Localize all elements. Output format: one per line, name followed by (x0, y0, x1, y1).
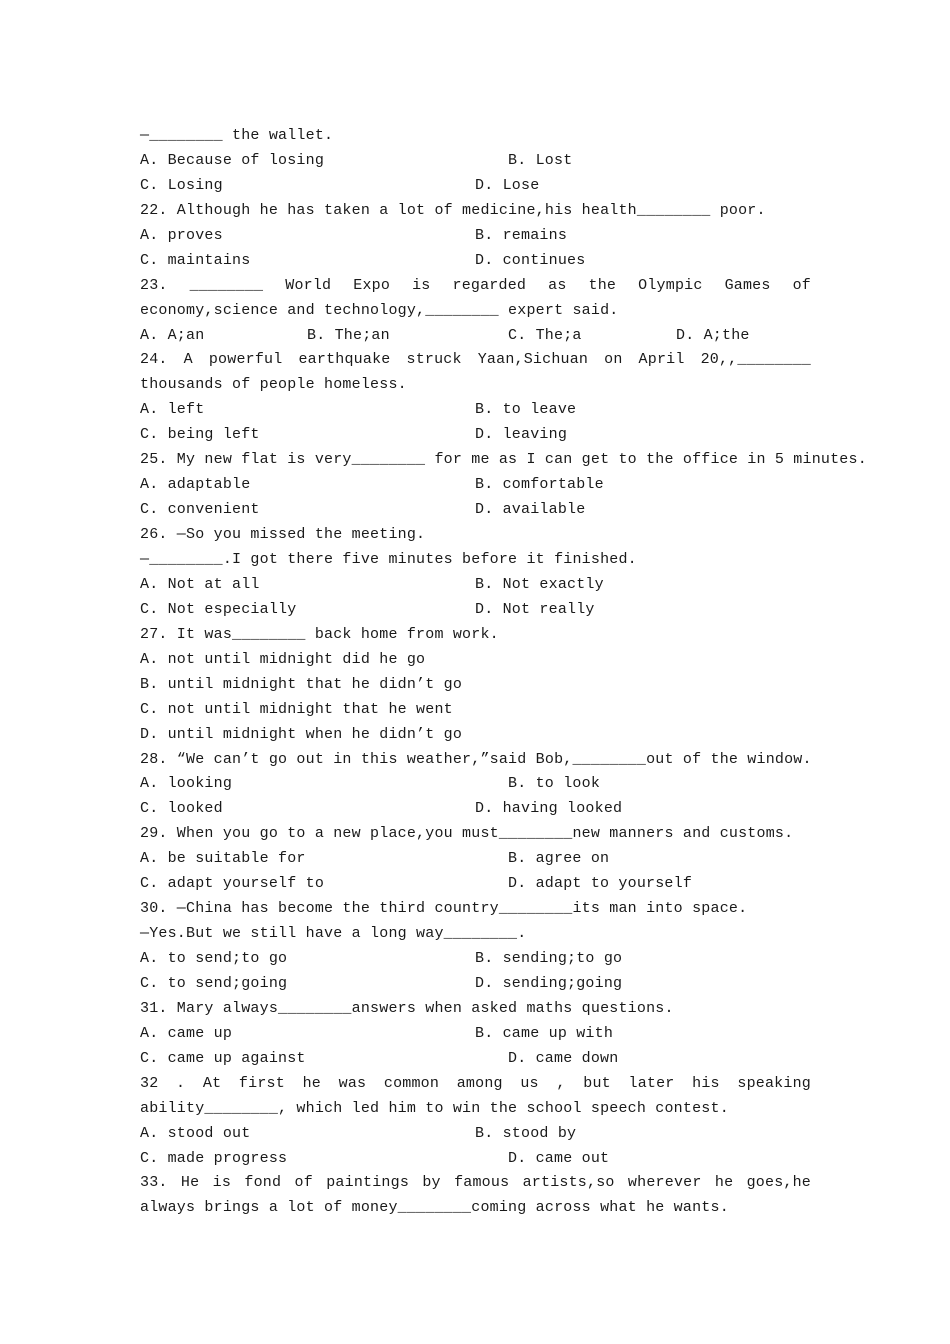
option-row (140, 174, 811, 199)
answer-option: A. looking (140, 775, 233, 793)
option-row (140, 398, 811, 423)
option-row (140, 972, 811, 997)
option-row (140, 947, 811, 972)
question-text: 28. “We can’t go out in this weather,”said Bob,________out of the window. (140, 750, 812, 768)
option-row (140, 498, 811, 523)
answer-option: D. having looked (475, 800, 623, 818)
option-row (140, 598, 811, 623)
answer-option: D. continues (475, 251, 586, 269)
answer-option: B. sending;to go (475, 950, 623, 967)
answer-option: D. Not really (475, 600, 595, 618)
answer-option: B. The;an (307, 326, 390, 344)
question-text: 24. A powerful earthquake struck Yaan,Sichuan on April 20,,________ thousands of people homeless. (140, 351, 811, 394)
option-row (140, 1147, 811, 1172)
question-text: C. not until midnight that he went (140, 700, 453, 718)
answer-option: A. Not at all (140, 575, 260, 593)
option-row (140, 772, 811, 797)
option-row (140, 149, 811, 174)
answer-option: D. adapt to yourself (508, 875, 693, 893)
answer-option: A. left (140, 401, 205, 419)
option-row (140, 473, 811, 498)
option-row (140, 1047, 811, 1072)
answer-option: A. proves (140, 226, 223, 244)
answer-option: D. came out (508, 1149, 610, 1167)
answer-option: B. to look (508, 775, 601, 793)
answer-option: C. looked (140, 800, 223, 818)
answer-option: D. sending;going (475, 974, 623, 992)
question-text: 25. My new flat is very________ for me as I can get to the office in 5 minutes. (140, 451, 867, 469)
answer-option: C. being left (140, 426, 260, 444)
question-text: 30. —China has become the third country________its man into space. (140, 900, 748, 918)
answer-option: C. adapt yourself to (140, 875, 325, 893)
question-text: D. until midnight when he didn’t go (140, 725, 463, 743)
answer-option: A. Because of losing (140, 151, 325, 169)
answer-option: D. Lose (475, 176, 540, 194)
answer-option: A. stood out (140, 1124, 251, 1142)
answer-option: C. to send;going (140, 974, 288, 992)
answer-option: A. adaptable (140, 476, 251, 494)
question-text: 33. He is fond of paintings by famous artists,so wherever he goes,he always brings a lot of money________coming across what he wants. (140, 1174, 811, 1217)
question-text: B. until midnight that he didn’t go (140, 675, 463, 693)
answer-option: C. convenient (140, 501, 260, 519)
question-text: 27. It was________ back home from work. (140, 625, 499, 643)
answer-option: A. came up (140, 1024, 233, 1042)
answer-option: C. Not especially (140, 600, 297, 618)
option-row (140, 797, 811, 822)
answer-option: C. maintains (140, 251, 251, 269)
option-row (140, 423, 811, 448)
question-text: 32 . At first he was common among us , but later his speaking ability________, which led him to win the school speech contest. (140, 1074, 811, 1117)
answer-option: B. agree on (508, 850, 610, 868)
answer-option: C. The;a (508, 326, 582, 344)
answer-option: C. made progress (140, 1149, 288, 1167)
option-row (140, 847, 811, 872)
option-row (140, 1022, 811, 1047)
answer-option: B. comfortable (475, 476, 604, 494)
question-text: 26. —So you missed the meeting. (140, 526, 426, 544)
answer-option: B. Not exactly (475, 575, 604, 593)
question-text: 22. Although he has taken a lot of medicine,his health________ poor. (140, 201, 766, 219)
answer-option: A. A;an (140, 326, 205, 344)
answer-option: D. leaving (475, 426, 568, 444)
answer-option: A. to send;to go (140, 950, 288, 967)
question-text: 29. When you go to a new place,you must________new manners and customs. (140, 825, 794, 843)
option-row (140, 224, 811, 249)
answer-option: B. Lost (508, 151, 573, 169)
option-row (140, 249, 811, 274)
question-text: —________.I got there five minutes before it finished. (140, 551, 637, 568)
answer-option: B. to leave (475, 401, 577, 419)
answer-option: D. came down (508, 1049, 619, 1067)
option-row (140, 324, 811, 349)
answer-option: D. available (475, 501, 586, 519)
answer-option: A. be suitable for (140, 850, 306, 868)
question-text: 23. ________ World Expo is regarded as the Olympic Games of economy,science and technology,________ expert said. (140, 276, 811, 319)
question-text: —Yes.But we still have a long way________. (140, 925, 527, 943)
exam-document (140, 124, 867, 1221)
option-row (140, 1122, 811, 1147)
option-row (140, 573, 811, 598)
question-text: 31. Mary always________answers when asked maths questions. (140, 999, 674, 1017)
question-text: A. not until midnight did he go (140, 650, 426, 668)
answer-option: B. stood by (475, 1124, 577, 1142)
question-text: —________ the wallet. (140, 127, 334, 144)
answer-option: C. Losing (140, 176, 223, 194)
answer-option: C. came up against (140, 1049, 306, 1067)
answer-option: B. remains (475, 226, 568, 244)
answer-option: D. A;the (676, 326, 750, 344)
option-row (140, 872, 811, 897)
answer-option: B. came up with (475, 1024, 614, 1042)
